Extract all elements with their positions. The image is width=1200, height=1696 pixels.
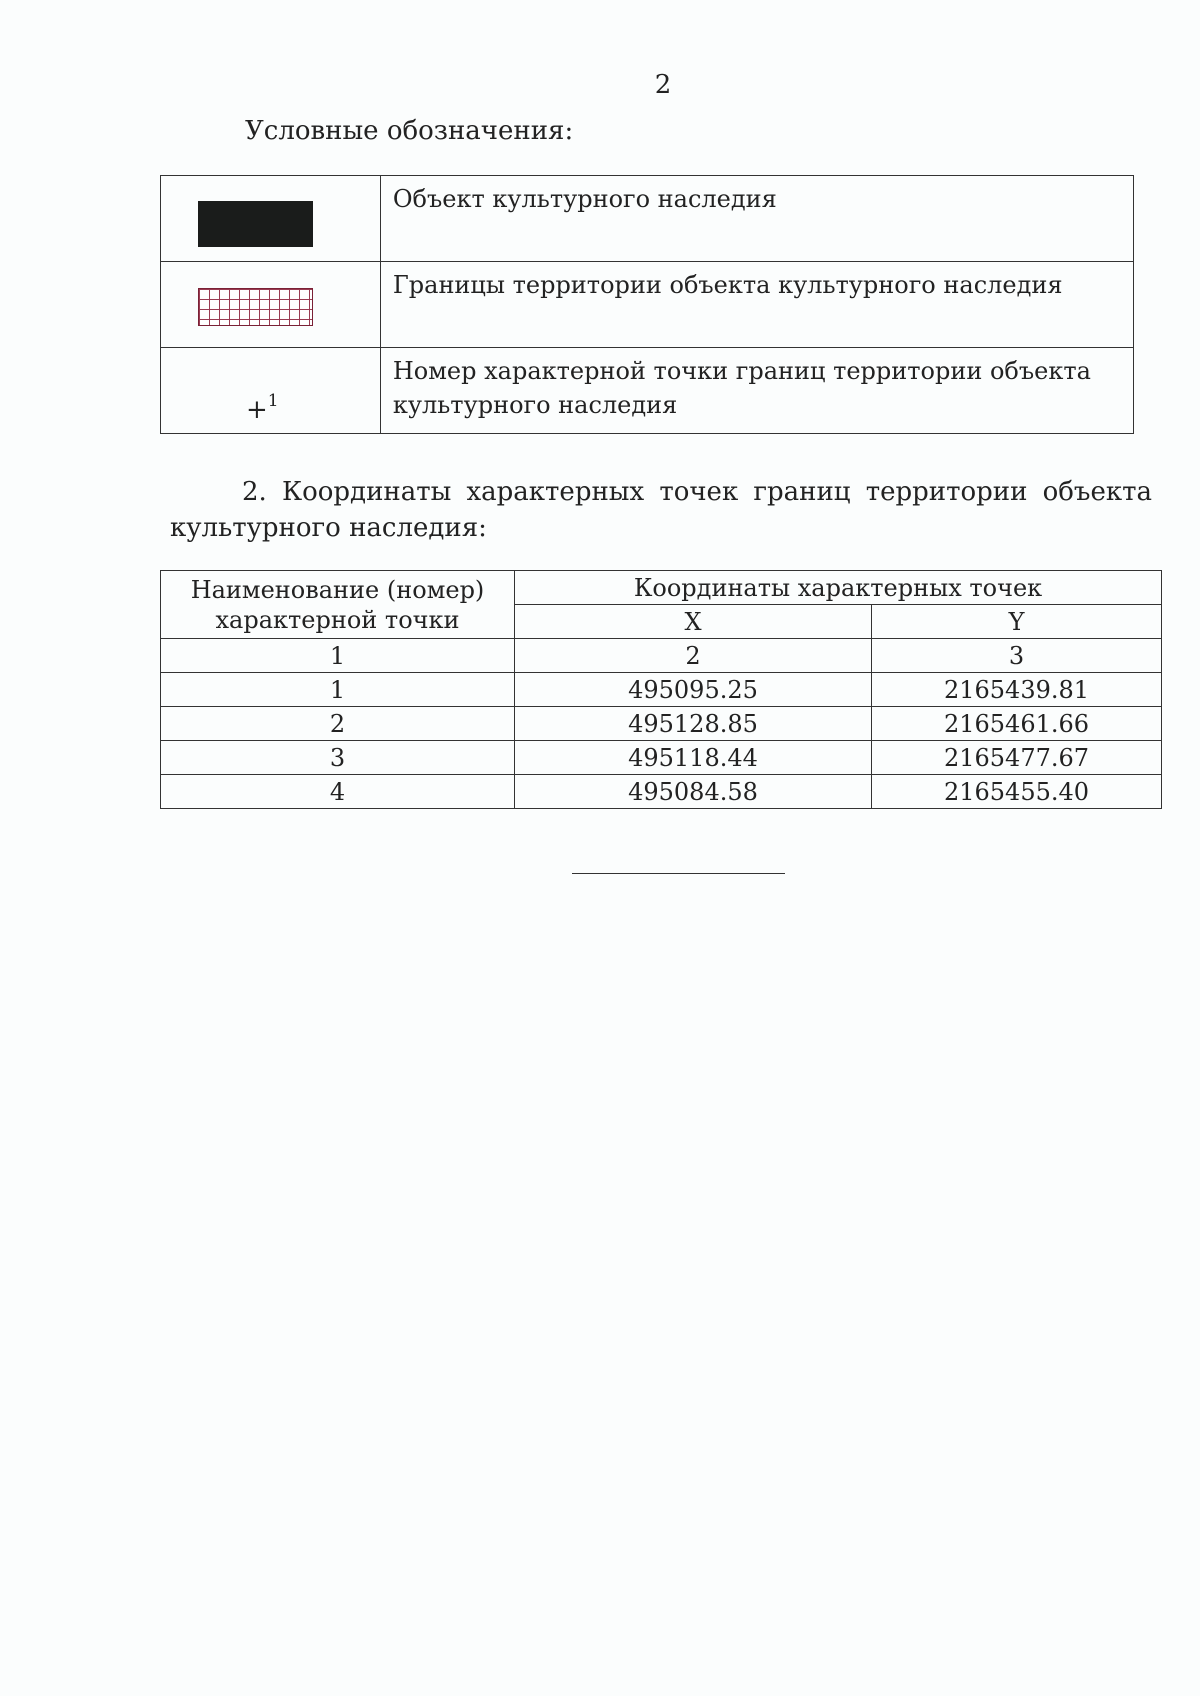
- table-header-row: [161, 571, 1162, 605]
- x-coordinate-cell: 495095.25: [515, 673, 872, 707]
- paragraph-word: объекта: [1042, 477, 1152, 507]
- header-x: X: [515, 605, 872, 639]
- territory-boundary-grid-icon: [198, 288, 313, 326]
- legend-table: [160, 175, 1134, 434]
- legend-symbol-cell: [161, 176, 381, 262]
- paragraph-word: характерных: [466, 477, 645, 507]
- point-marker-number: 1: [267, 391, 279, 411]
- legend-label: Границы территории объекта культурного наследия: [380, 262, 1133, 348]
- y-coordinate-cell: 2165455.40: [872, 775, 1162, 809]
- point-number-cell: 4: [161, 775, 515, 809]
- cultural-object-symbol-icon: [198, 201, 313, 247]
- paragraph-word: границ: [753, 477, 851, 507]
- legend-row: [161, 176, 1134, 262]
- column-number: 1: [161, 639, 515, 673]
- y-coordinate-cell: 2165439.81: [872, 673, 1162, 707]
- point-number-cell: 2: [161, 707, 515, 741]
- paragraph-word: территории: [865, 477, 1028, 507]
- column-number: 3: [872, 639, 1162, 673]
- y-coordinate-cell: 2165461.66: [872, 707, 1162, 741]
- y-coordinate-cell: 2165477.67: [872, 741, 1162, 775]
- end-separator-line: [572, 873, 785, 874]
- section-2-paragraph: [170, 474, 1152, 546]
- header-point-name: Наименование (номер) характерной точки: [161, 571, 515, 639]
- coordinates-table: [160, 570, 1162, 809]
- legend-label: Объект культурного наследия: [380, 176, 1133, 262]
- point-number-cell: 1: [161, 673, 515, 707]
- table-row: [161, 741, 1162, 775]
- paragraph-word: 2.: [242, 477, 267, 507]
- point-marker-plus: +: [246, 395, 268, 425]
- point-number-cell: 3: [161, 741, 515, 775]
- legend-symbol-cell: [161, 348, 381, 434]
- column-number-row: [161, 639, 1162, 673]
- legend-symbol-cell: [161, 262, 381, 348]
- table-row: [161, 775, 1162, 809]
- legend-row: [161, 348, 1134, 434]
- paragraph-line-1: [170, 474, 1152, 510]
- x-coordinate-cell: 495118.44: [515, 741, 872, 775]
- x-coordinate-cell: 495128.85: [515, 707, 872, 741]
- paragraph-line-2: культурного наследия:: [170, 513, 487, 543]
- paragraph-word: Координаты: [281, 477, 452, 507]
- header-y: Y: [872, 605, 1162, 639]
- table-row: [161, 673, 1162, 707]
- column-number: 2: [515, 639, 872, 673]
- header-coordinates: Координаты характерных точек: [515, 571, 1162, 605]
- legend-row: [161, 262, 1134, 348]
- paragraph-word: точек: [659, 477, 739, 507]
- legend-label: Номер характерной точки границ территории объекта культурного наследия: [380, 348, 1133, 434]
- table-row: [161, 707, 1162, 741]
- page-number: 2: [654, 70, 672, 100]
- point-marker-icon: [246, 384, 279, 427]
- x-coordinate-cell: 495084.58: [515, 775, 872, 809]
- legend-title: Условные обозначения:: [245, 116, 574, 146]
